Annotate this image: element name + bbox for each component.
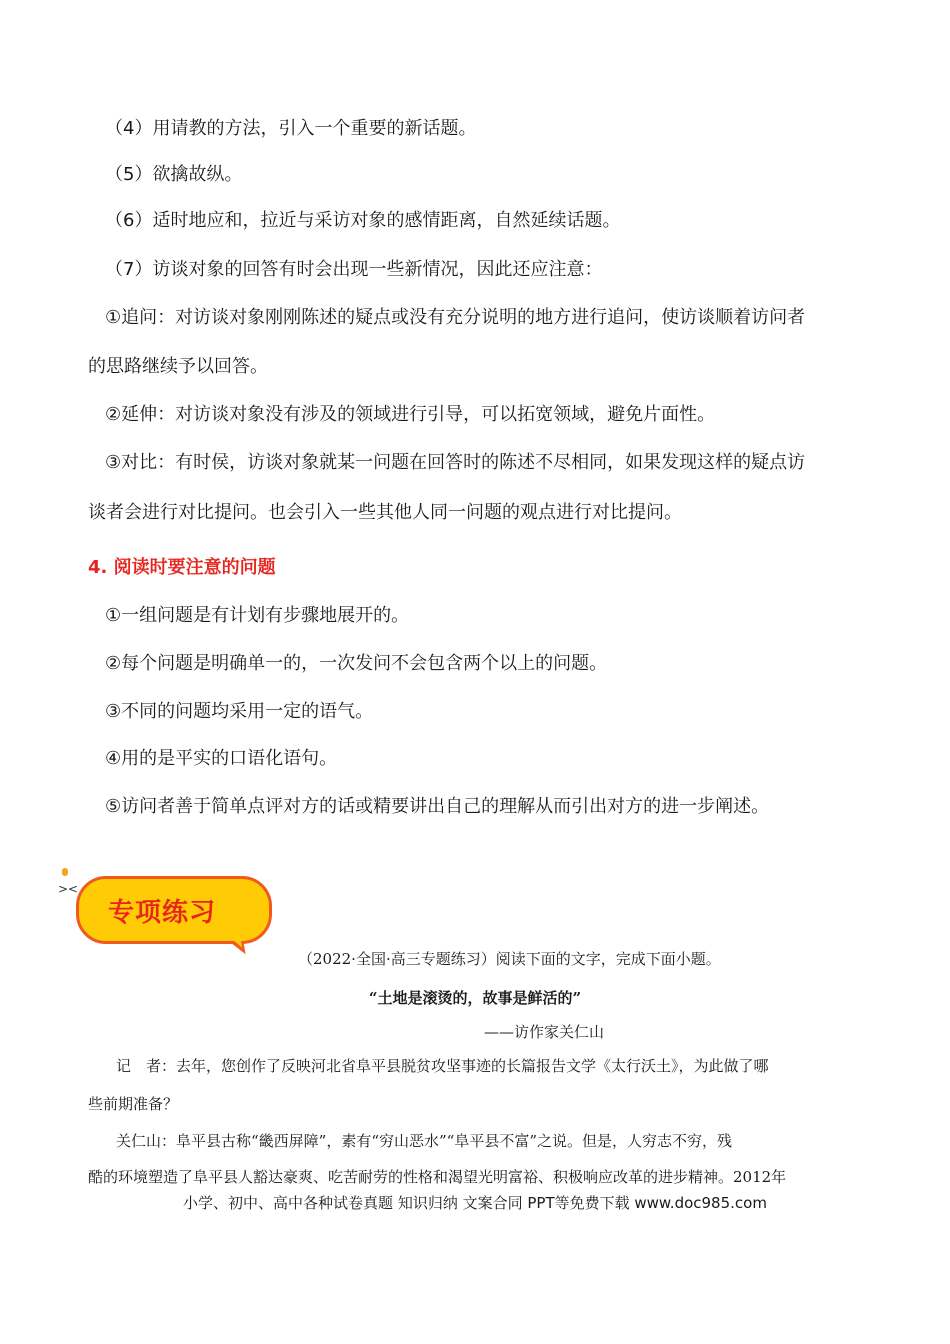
item-7-c-line2: 谈者会进行对比提问。也会引入一些其他人同一问题的观点进行对比提问。 bbox=[88, 502, 682, 523]
item-7-b: ②延伸：对访谈对象没有涉及的领域进行引导，可以拓宽领域，避免片面性。 bbox=[105, 404, 716, 425]
section-4-heading: 4. 阅读时要注意的问题 bbox=[88, 557, 276, 578]
section-4-item-2: ②每个问题是明确单一的，一次发问不会包含两个以上的问题。 bbox=[105, 653, 608, 674]
badge-label: 专项练习 bbox=[107, 897, 216, 928]
paragraph-line: 记 者：去年，您创作了反映河北省阜平县脱贫攻坚事迹的长篇报告文学《太行沃土》，为此做了哪 bbox=[116, 1057, 769, 1075]
sparkle-dot-icon bbox=[62, 868, 68, 876]
article-subtitle: ——访作家关仁山 bbox=[484, 1023, 605, 1041]
paragraph-line: 关仁山：阜平县古称“畿西屏障”，素有“穷山恶水”“阜平县不富”之说。但是，人穷志不穷，残 bbox=[116, 1132, 733, 1150]
item-4: （4）用请教的方法，引入一个重要的新话题。 bbox=[105, 118, 477, 139]
source-line: （2022·全国·高三专题练习）阅读下面的文字，完成下面小题。 bbox=[298, 950, 721, 968]
item-7-a-line2: 的思路继续予以回答。 bbox=[88, 356, 268, 377]
footer-text: 小学、初中、高中各种试卷真题 知识归纳 文案合同 PPT等免费下载 www.doc985.com bbox=[183, 1194, 767, 1212]
paragraph-line: 些前期准备？ bbox=[88, 1095, 179, 1113]
item-5: （5）欲擒故纵。 bbox=[105, 164, 243, 185]
article-title: “土地是滚烫的，故事是鲜活的” bbox=[368, 989, 582, 1007]
item-7: （7）访谈对象的回答有时会出现一些新情况，因此还应注意： bbox=[105, 259, 603, 280]
item-7-a-line1: ①追问：对访谈对象刚刚陈述的疑点或没有充分说明的地方进行追问，使访谈顺着访问者 bbox=[105, 307, 806, 328]
sparkle-icon: >< bbox=[58, 882, 79, 896]
section-4-item-3: ③不同的问题均采用一定的语气。 bbox=[105, 701, 374, 722]
section-4-item-1: ①一组问题是有计划有步骤地展开的。 bbox=[105, 605, 410, 626]
item-6: （6）适时地应和，拉近与采访对象的感情距离，自然延续话题。 bbox=[105, 210, 621, 231]
section-4-item-5: ⑤访问者善于简单点评对方的话或精要讲出自己的理解从而引出对方的进一步阐述。 bbox=[105, 796, 770, 817]
section-4-item-4: ④用的是平实的口语化语句。 bbox=[105, 748, 338, 769]
practice-badge bbox=[58, 868, 278, 958]
item-7-c-line1: ③对比：有时侯，访谈对象就某一问题在回答时的陈述不尽相同，如果发现这样的疑点访 bbox=[105, 452, 806, 473]
paragraph-line: 酷的环境塑造了阜平县人豁达豪爽、吃苦耐劳的性格和渴望光明富裕、积极响应改革的进步精神。2012年 bbox=[88, 1168, 787, 1186]
